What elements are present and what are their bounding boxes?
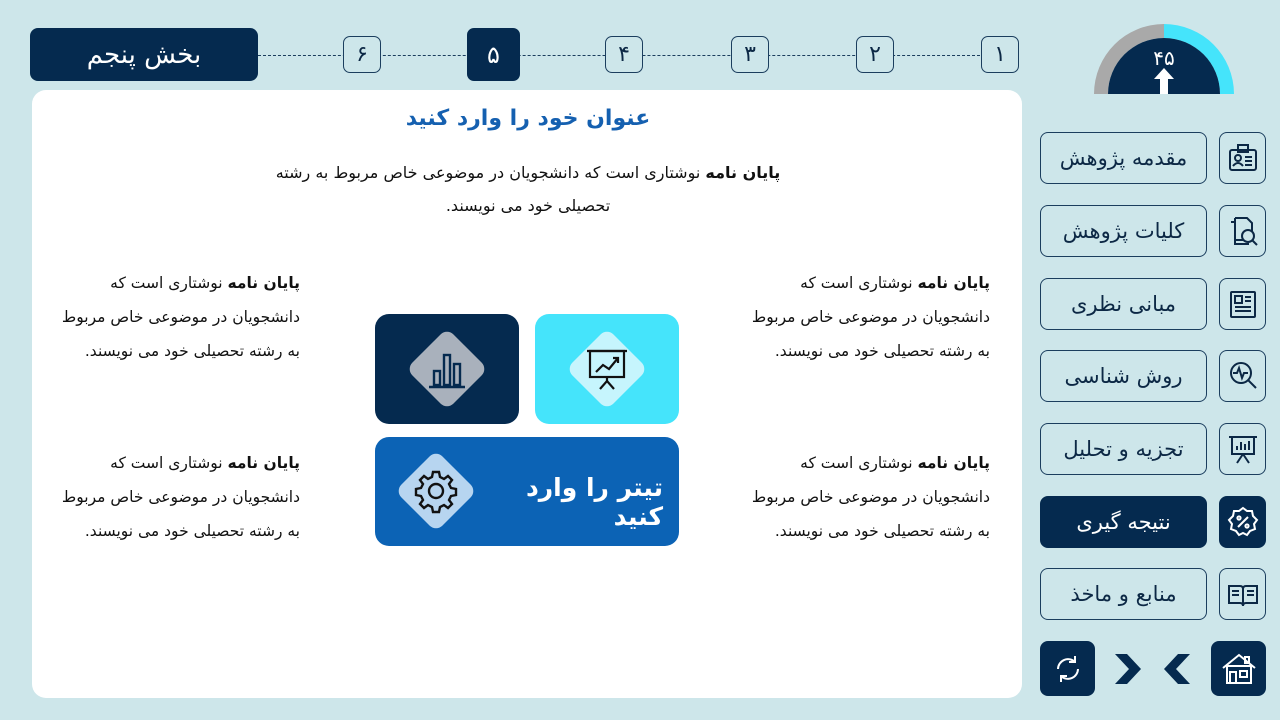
card-title: عنوان خود را وارد کنید <box>405 106 651 131</box>
nav-overview-button[interactable]: کلیات پژوهش <box>1040 205 1207 257</box>
gear-icon <box>412 467 460 515</box>
intro-text: پایان نامه نوشتاری است که دانشجویان در موضوعی خاص مربوط به رشته تحصیلی خود می نویسند. <box>275 163 781 215</box>
section-title: بخش پنجم <box>30 28 258 81</box>
text-left-bottom: پایان نامه نوشتاری است که دانشجویان در موضوعی خاص مربوط به رشته تحصیلی خود می نویسند. <box>61 454 300 540</box>
nav-intro-button[interactable]: مقدمه پژوهش <box>1040 132 1207 184</box>
newspaper-icon[interactable] <box>1219 278 1266 330</box>
tile-bar-chart[interactable] <box>375 314 519 424</box>
presentation-board-icon[interactable] <box>1219 423 1266 475</box>
percent-badge-icon[interactable] <box>1219 496 1266 548</box>
tile-main-title[interactable] <box>375 437 679 546</box>
nav-references-button[interactable]: منابع و ماخذ <box>1040 568 1207 620</box>
nav-conclusion-button[interactable]: نتیجه گیری <box>1040 496 1207 548</box>
refresh-button[interactable] <box>1040 641 1095 696</box>
id-card-icon[interactable] <box>1219 132 1266 184</box>
progress-gauge <box>1090 24 1238 94</box>
document-search-icon[interactable] <box>1219 205 1266 257</box>
home-button[interactable] <box>1211 641 1266 696</box>
step-5-active[interactable]: ۵ <box>467 28 520 81</box>
step-4[interactable]: ۴ <box>605 36 643 73</box>
presentation-chart-icon <box>583 345 631 393</box>
step-1[interactable]: ۱ <box>981 36 1019 73</box>
open-book-icon[interactable] <box>1219 568 1266 620</box>
nav-methodology-button[interactable]: روش شناسی <box>1040 350 1207 402</box>
bar-chart-icon <box>423 345 471 393</box>
step-6[interactable]: ۶ <box>343 36 381 73</box>
tile-presentation[interactable] <box>535 314 679 424</box>
nav-analysis-button[interactable]: تجزیه و تحلیل <box>1040 423 1207 475</box>
text-left-top: پایان نامه نوشتاری است که دانشجویان در موضوعی خاص مربوط به رشته تحصیلی خود می نویسند. <box>61 274 300 360</box>
magnifier-pulse-icon[interactable] <box>1219 350 1266 402</box>
text-right-bottom: پایان نامه نوشتاری است که دانشجویان در موضوعی خاص مربوط به رشته تحصیلی خود می نویسند. <box>751 454 990 540</box>
step-2[interactable]: ۲ <box>856 36 894 73</box>
main-tile-label: تیتر را وارد کنید <box>525 473 663 531</box>
text-right-top: پایان نامه نوشتاری است که دانشجویان در موضوعی خاص مربوط به رشته تحصیلی خود می نویسند. <box>751 274 990 360</box>
home-icon <box>1220 650 1258 688</box>
previous-arrow-icon[interactable] <box>1162 654 1192 684</box>
gauge-value: ۴۵ <box>1153 46 1175 70</box>
step-3[interactable]: ۳ <box>731 36 769 73</box>
refresh-icon <box>1051 652 1085 686</box>
nav-theory-button[interactable]: مبانی نظری <box>1040 278 1207 330</box>
next-arrow-icon[interactable] <box>1113 654 1143 684</box>
